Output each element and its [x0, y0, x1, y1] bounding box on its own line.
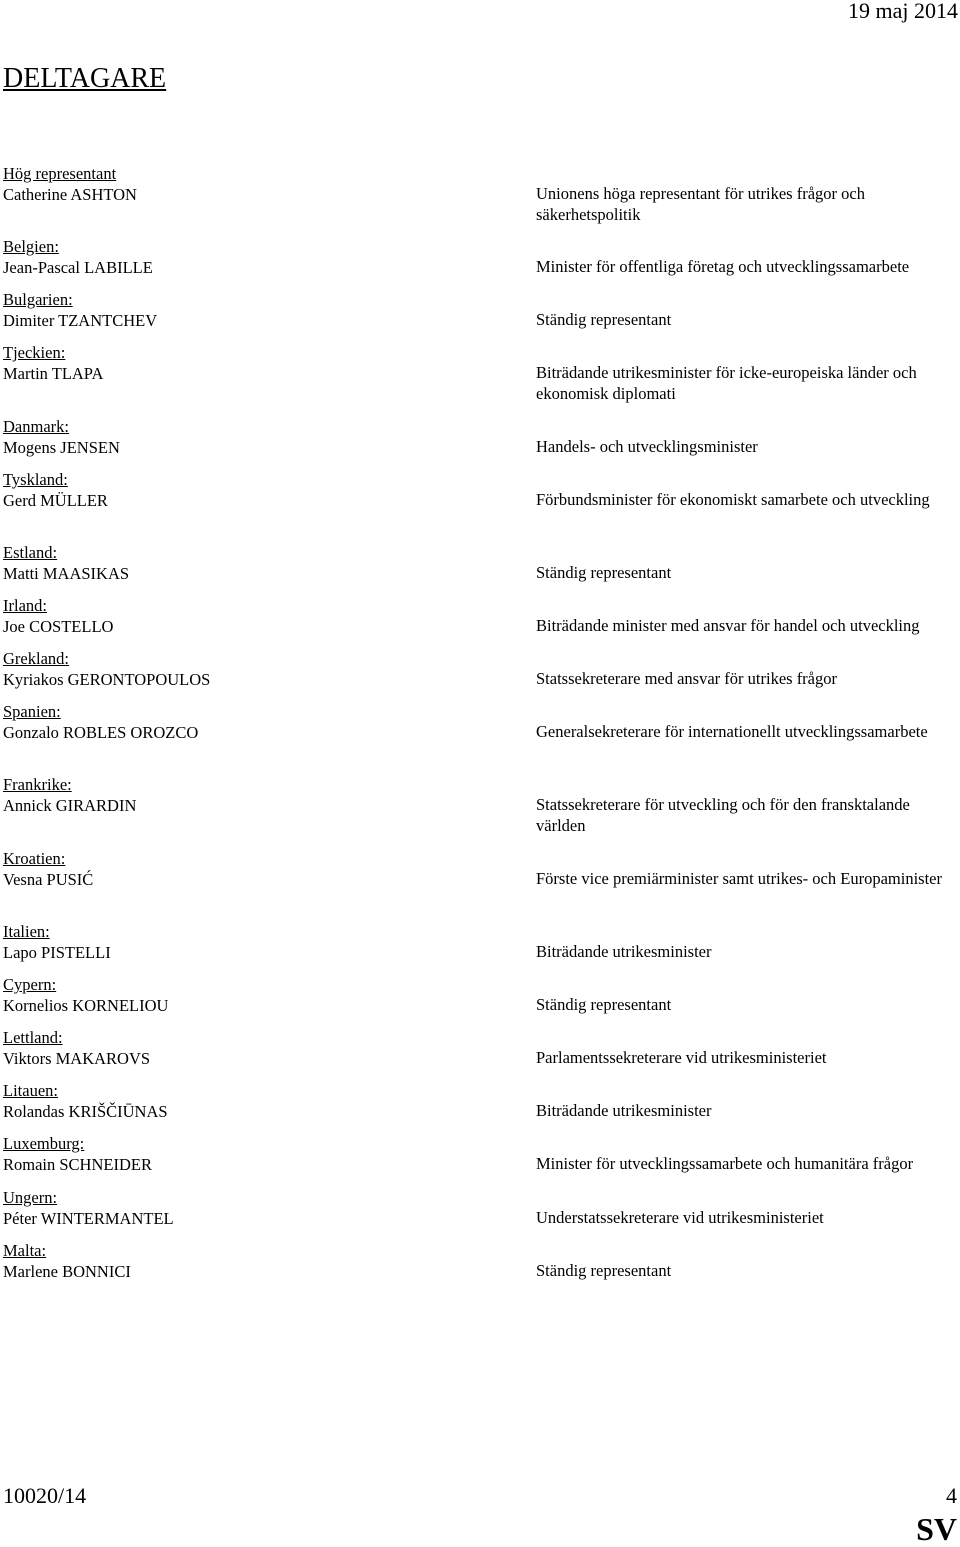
country-label: Tjeckien:: [3, 343, 66, 362]
participant-name: Viktors MAKAROVS: [3, 1049, 151, 1068]
participant-name: Péter WINTERMANTEL: [3, 1209, 174, 1228]
document-date: 19 maj 2014: [848, 0, 958, 23]
country-label: Malta:: [3, 1241, 47, 1260]
participant-entry: [3, 848, 523, 890]
participant-role: Ständig representant: [536, 1261, 672, 1280]
participant-role: Biträdande minister med ansvar för handel och utveckling: [536, 616, 920, 635]
participant-entry: [3, 469, 523, 511]
participant-role: Parlamentssekreterare vid utrikesministeriet: [536, 1048, 827, 1067]
participant-entry: [3, 1027, 523, 1069]
participant-role: Biträdande utrikesminister: [536, 942, 712, 961]
participant-role: Understatssekreterare vid utrikesministeriet: [536, 1208, 824, 1227]
participant-name: Vesna PUSIĆ: [3, 870, 94, 889]
country-label: Estland:: [3, 543, 58, 562]
participant-entry: [3, 163, 523, 205]
participant-role: Statssekreterare med ansvar för utrikes frågor: [536, 669, 837, 688]
country-label: Belgien:: [3, 237, 59, 256]
participant-entry: [3, 701, 523, 743]
language-code: SV: [916, 1511, 957, 1547]
country-label: Kroatien:: [3, 849, 66, 868]
participant-role: Ständig representant: [536, 310, 672, 329]
participant-role: Biträdande utrikesminister för icke-europeiska länder och ekonomisk diplomati: [536, 363, 917, 403]
country-label: Frankrike:: [3, 775, 72, 794]
participant-name: Matti MAASIKAS: [3, 564, 130, 583]
participant-role: Biträdande utrikesminister: [536, 1101, 712, 1120]
participant-entry: [3, 1080, 523, 1122]
participant-entry: [3, 774, 523, 816]
participant-entry: [3, 921, 523, 963]
participant-name: Gonzalo ROBLES OROZCO: [3, 723, 199, 742]
participant-entry: [3, 236, 523, 278]
participant-role: Handels- och utvecklingsminister: [536, 437, 758, 456]
participant-entry: [3, 1133, 523, 1175]
participant-role: Unionens höga representant för utrikes frågor och säkerhetspolitik: [536, 184, 865, 224]
country-label: Ungern:: [3, 1188, 58, 1207]
participant-name: Kyriakos GERONTOPOULOS: [3, 670, 211, 689]
participant-role: Förbundsminister för ekonomiskt samarbete och utveckling: [536, 490, 930, 509]
participant-role: Ständig representant: [536, 563, 672, 582]
participant-role: Ständig representant: [536, 995, 672, 1014]
participant-name: Romain SCHNEIDER: [3, 1155, 152, 1174]
participant-entry: [3, 342, 523, 384]
participant-role: Statssekreterare för utveckling och för den fransktalande världen: [536, 795, 910, 835]
participant-entry: [3, 542, 523, 584]
participant-role: Minister för offentliga företag och utvecklingssamarbete: [536, 257, 910, 276]
country-label: Italien:: [3, 922, 50, 941]
participant-name: Marlene BONNICI: [3, 1262, 131, 1281]
country-label: Spanien:: [3, 702, 61, 721]
country-label: Cypern:: [3, 975, 57, 994]
country-label: Luxemburg:: [3, 1134, 85, 1153]
country-label: Irland:: [3, 596, 47, 615]
participant-entry: [3, 289, 523, 331]
participant-role: Generalsekreterare för internationellt utvecklingssamarbete: [536, 722, 928, 741]
participant-entry: [3, 1187, 523, 1229]
participant-entry: [3, 1240, 523, 1282]
country-label: Lettland:: [3, 1028, 63, 1047]
participant-role: Förste vice premiärminister samt utrikes- och Europaminister: [536, 869, 942, 888]
country-label: Danmark:: [3, 417, 69, 436]
participant-name: Catherine ASHTON: [3, 185, 137, 204]
country-label: Tyskland:: [3, 470, 68, 489]
participant-name: Mogens JENSEN: [3, 438, 120, 457]
participant-entry: [3, 974, 523, 1016]
country-label: Hög representant: [3, 164, 117, 183]
country-label: Bulgarien:: [3, 290, 73, 309]
participant-entry: [3, 416, 523, 458]
participant-name: Jean-Pascal LABILLE: [3, 258, 153, 277]
participant-name: Lapo PISTELLI: [3, 943, 111, 962]
country-label: Litauen:: [3, 1081, 58, 1100]
participant-name: Rolandas KRIŠČIŪNAS: [3, 1102, 168, 1121]
country-label: Grekland:: [3, 649, 69, 668]
page-title: DELTAGARE: [3, 63, 167, 94]
page-number: 4: [946, 1483, 957, 1508]
participant-name: Dimiter TZANTCHEV: [3, 311, 158, 330]
participant-entry: [3, 648, 523, 690]
participant-entry: [3, 595, 523, 637]
document-number: 10020/14: [3, 1483, 87, 1508]
participant-name: Kornelios KORNELIOU: [3, 996, 169, 1015]
participant-name: Annick GIRARDIN: [3, 796, 137, 815]
participant-name: Martin TLAPA: [3, 364, 104, 383]
participant-name: Gerd MÜLLER: [3, 491, 108, 510]
participant-role: Minister för utvecklingssamarbete och humanitära frågor: [536, 1154, 914, 1173]
participant-name: Joe COSTELLO: [3, 617, 114, 636]
